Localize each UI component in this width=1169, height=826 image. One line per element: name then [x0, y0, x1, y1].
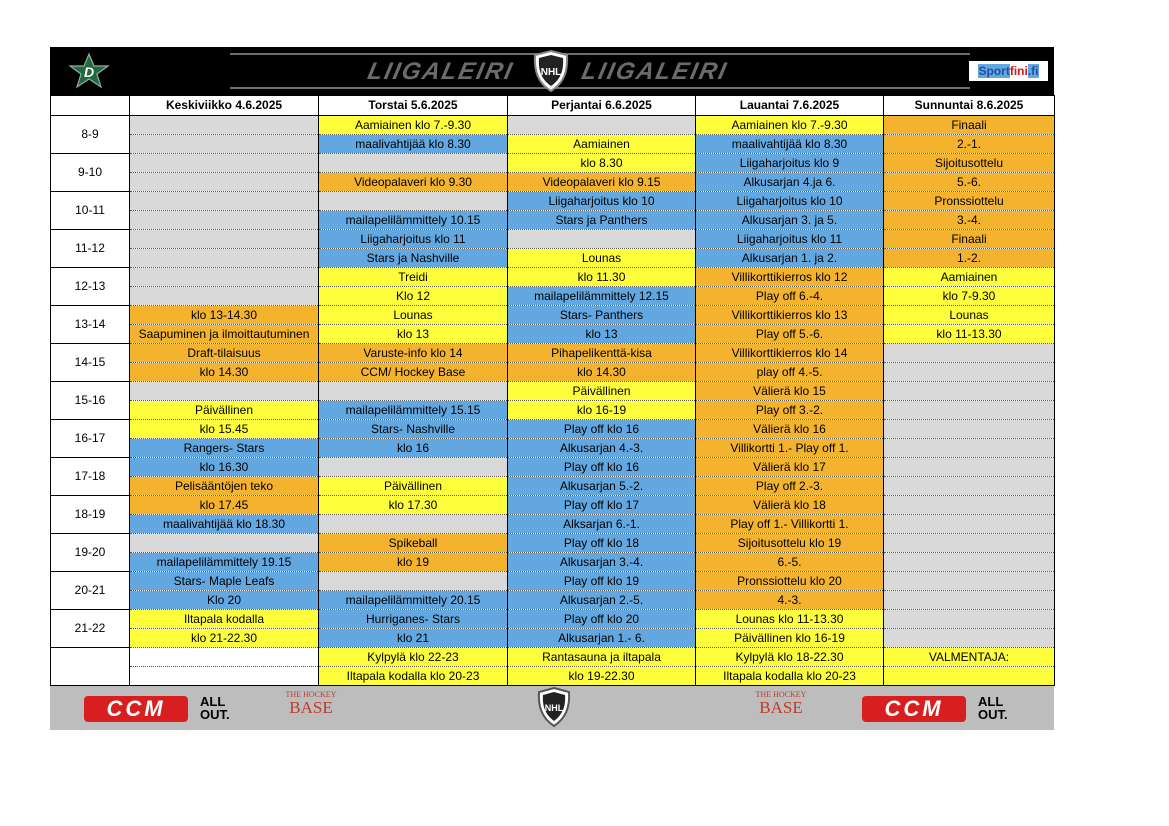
schedule-cell: [884, 458, 1055, 477]
schedule-cell: CCM/ Hockey Base: [319, 363, 508, 382]
schedule-cell: Liigaharjoitus klo 9: [696, 154, 884, 173]
hockey-base-left-main: BASE: [289, 698, 333, 717]
hockey-base-left-top: THE HOCKEY: [285, 690, 337, 699]
schedule-cell: Finaali: [884, 230, 1055, 249]
day-header-row: [51, 96, 1055, 116]
schedule-cell: Play off 3.-2.: [696, 401, 884, 420]
schedule-cell: Draft-tilaisuus: [130, 344, 319, 363]
table-row: [51, 420, 1055, 439]
schedule-cell: Treidi: [319, 268, 508, 287]
schedule-cell: mailapelilämmittely 20.15: [319, 591, 508, 610]
schedule-cell: Iltapala kodalla: [130, 610, 319, 629]
time-slot-cell: [51, 648, 130, 686]
schedule-cell: maalivahtijää klo 8.30: [319, 135, 508, 154]
schedule-cell: Hurriganes- Stars: [319, 610, 508, 629]
schedule-cell: Aamiainen klo 7.-9.30: [696, 116, 884, 135]
schedule-cell: [319, 382, 508, 401]
schedule-cell: klo 21: [319, 629, 508, 648]
schedule-cell: [508, 230, 696, 249]
schedule-cell: Alkusarjan 4.-3.: [508, 439, 696, 458]
schedule-cell: Play off 1.- Villikortti 1.: [696, 515, 884, 534]
schedule-cell: Spikeball: [319, 534, 508, 553]
table-row: [51, 534, 1055, 553]
table-row: [51, 268, 1055, 287]
banner-line-bottom: [230, 87, 970, 89]
schedule-cell: Päivällinen: [319, 477, 508, 496]
schedule-cell: [130, 648, 319, 667]
schedule-cell: Välierä klo 16: [696, 420, 884, 439]
schedule-cell: Alkusarjan 5.-2.: [508, 477, 696, 496]
ccm-logo-left: CCM: [84, 696, 188, 722]
schedule-cell: klo 13: [508, 325, 696, 344]
schedule-cell: 5.-6.: [884, 173, 1055, 192]
time-slot-cell: 10-11: [51, 192, 130, 230]
schedule-cell: Stars ja Nashville: [319, 249, 508, 268]
schedule-cell: Liigaharjoitus klo 10: [508, 192, 696, 211]
table-row: [51, 648, 1055, 667]
allout-left: [200, 695, 230, 721]
sportfini-red-text: fini: [1009, 64, 1028, 78]
banner-line-top: [230, 53, 970, 55]
schedule-cell: 4.-3.: [696, 591, 884, 610]
table-row: [51, 667, 1055, 686]
header-banner: [50, 47, 1054, 95]
schedule-cell: Alkusarjan 4.ja 6.: [696, 173, 884, 192]
schedule-cell: [319, 515, 508, 534]
schedule-cell: Play off 5.-6.: [696, 325, 884, 344]
schedule-cell: [508, 116, 696, 135]
schedule-cell: Play off klo 17: [508, 496, 696, 515]
schedule-cell: Alksarjan 6.-1.: [508, 515, 696, 534]
day-header-2: Perjantai 6.6.2025: [508, 96, 696, 116]
schedule-cell: 2.-1.: [884, 135, 1055, 154]
table-row: [51, 496, 1055, 515]
schedule-cell: Play off klo 19: [508, 572, 696, 591]
svg-text:NHL: NHL: [540, 67, 562, 78]
hockey-base-logo-right: [750, 690, 812, 717]
schedule-cell: [884, 667, 1055, 686]
schedule-cell: [884, 553, 1055, 572]
schedule-cell: Iltapala kodalla klo 20-23: [696, 667, 884, 686]
table-row: [51, 116, 1055, 135]
schedule-cell: Sijoitusottelu klo 19: [696, 534, 884, 553]
svg-text:NHL: NHL: [544, 703, 564, 713]
schedule-cell: klo 16: [319, 439, 508, 458]
schedule-cell: Lounas: [884, 306, 1055, 325]
schedule-cell: play off 4.-5.: [696, 363, 884, 382]
schedule-cell: [130, 116, 319, 135]
table-row: [51, 629, 1055, 648]
schedule-cell: [130, 173, 319, 192]
table-row: [51, 553, 1055, 572]
sportfini-suffix-text: .fi: [1027, 64, 1039, 78]
schedule-cell: Kylpylä klo 18-22.30: [696, 648, 884, 667]
schedule-cell: klo 17.30: [319, 496, 508, 515]
table-row: [51, 192, 1055, 211]
schedule-cell: Play off 2.-3.: [696, 477, 884, 496]
schedule-cell: Play off klo 16: [508, 420, 696, 439]
schedule-cell: 6.-5.: [696, 553, 884, 572]
schedule-cell: mailapelilämmittely 19.15: [130, 553, 319, 572]
time-slot-cell: 19-20: [51, 534, 130, 572]
table-row: [51, 211, 1055, 230]
schedule-cell: [884, 591, 1055, 610]
table-row: [51, 154, 1055, 173]
schedule-cell: [884, 629, 1055, 648]
table-row: [51, 249, 1055, 268]
schedule-cell: Stars- Nashville: [319, 420, 508, 439]
schedule-cell: Stars- Maple Leafs: [130, 572, 319, 591]
time-slot-cell: 8-9: [51, 116, 130, 154]
schedule-cell: mailapelilämmittely 10.15: [319, 211, 508, 230]
table-row: [51, 135, 1055, 154]
table-row: [51, 477, 1055, 496]
table-row: [51, 610, 1055, 629]
table-row: [51, 325, 1055, 344]
schedule-cell: Videopalaveri klo 9.15: [508, 173, 696, 192]
schedule-cell: Päivällinen: [508, 382, 696, 401]
svg-text:D: D: [83, 64, 95, 80]
schedule-cell: Play off klo 18: [508, 534, 696, 553]
schedule-cell: Pronssiottelu klo 20: [696, 572, 884, 591]
schedule-cell: [884, 420, 1055, 439]
time-slot-cell: 11-12: [51, 230, 130, 268]
schedule-cell: Villikorttikierros klo 14: [696, 344, 884, 363]
time-header-cell: [51, 96, 130, 116]
table-row: [51, 401, 1055, 420]
time-slot-cell: 21-22: [51, 610, 130, 648]
schedule-cell: [884, 439, 1055, 458]
schedule-cell: [130, 534, 319, 553]
schedule-cell: [130, 268, 319, 287]
schedule-cell: Villikorttikierros klo 13: [696, 306, 884, 325]
sportfini-blue-text: Sport: [978, 64, 1010, 78]
allout-right: [978, 695, 1008, 721]
time-slot-cell: 14-15: [51, 344, 130, 382]
schedule-cell: Alkusarjan 1. ja 2.: [696, 249, 884, 268]
ccm-logo-right: CCM: [862, 696, 966, 722]
nhl-shield-icon: [531, 49, 571, 93]
schedule-table: [50, 95, 1055, 686]
schedule-cell: klo 17.45: [130, 496, 319, 515]
schedule-cell: Klo 20: [130, 591, 319, 610]
schedule-cell: Stars- Panthers: [508, 306, 696, 325]
table-row: [51, 458, 1055, 477]
schedule-cell: [130, 211, 319, 230]
schedule-cell: [884, 610, 1055, 629]
schedule-cell: klo 19: [319, 553, 508, 572]
schedule-cell: [884, 496, 1055, 515]
schedule-cell: klo 16.30: [130, 458, 319, 477]
footer-sponsors: [50, 686, 1054, 730]
schedule-cell: klo 15.45: [130, 420, 319, 439]
schedule-cell: Play off klo 20: [508, 610, 696, 629]
schedule-cell: klo 19-22.30: [508, 667, 696, 686]
schedule-cell: [130, 135, 319, 154]
schedule-cell: Stars ja Panthers: [508, 211, 696, 230]
schedule-cell: maalivahtijää klo 8.30: [696, 135, 884, 154]
schedule-cell: [884, 344, 1055, 363]
schedule-cell: Aamiainen: [884, 268, 1055, 287]
time-slot-cell: 17-18: [51, 458, 130, 496]
schedule-cell: Kylpylä klo 22-23: [319, 648, 508, 667]
schedule-cell: mailapelilämmittely 12.15: [508, 287, 696, 306]
schedule-cell: Lounas klo 11-13.30: [696, 610, 884, 629]
schedule-cell: Klo 12: [319, 287, 508, 306]
schedule-cell: [130, 249, 319, 268]
time-slot-cell: 16-17: [51, 420, 130, 458]
day-header-4: Sunnuntai 8.6.2025: [884, 96, 1055, 116]
schedule-cell: klo 11.30: [508, 268, 696, 287]
schedule-cell: Liigaharjoitus klo 11: [696, 230, 884, 249]
schedule-cell: maalivahtijää klo 18.30: [130, 515, 319, 534]
schedule-cell: [130, 192, 319, 211]
dallas-stars-logo-icon: [64, 52, 114, 90]
hockey-base-right-top: THE HOCKEY: [755, 690, 807, 699]
schedule-cell: Pihapelikenttä-kisa: [508, 344, 696, 363]
time-slot-cell: 20-21: [51, 572, 130, 610]
schedule-cell: VALMENTAJA:: [884, 648, 1055, 667]
schedule-cell: [130, 230, 319, 249]
day-header-3: Lauantai 7.6.2025: [696, 96, 884, 116]
schedule-sheet: [50, 47, 1054, 730]
day-header-1: Torstai 5.6.2025: [319, 96, 508, 116]
schedule-cell: [319, 458, 508, 477]
schedule-cell: Alkusarjan 3. ja 5.: [696, 211, 884, 230]
liigaleiri-title-left: LIIGALEIRI: [365, 58, 517, 85]
schedule-cell: [130, 667, 319, 686]
schedule-cell: Lounas: [508, 249, 696, 268]
schedule-cell: klo 14.30: [130, 363, 319, 382]
table-row: [51, 287, 1055, 306]
liigaleiri-title-right: LIIGALEIRI: [579, 58, 731, 85]
time-slot-cell: 15-16: [51, 382, 130, 420]
schedule-cell: [884, 363, 1055, 382]
schedule-cell: [884, 382, 1055, 401]
schedule-cell: klo 11-13.30: [884, 325, 1055, 344]
schedule-cell: [884, 572, 1055, 591]
table-row: [51, 363, 1055, 382]
schedule-cell: [130, 287, 319, 306]
schedule-cell: Välierä klo 17: [696, 458, 884, 477]
hockey-base-logo-left: [280, 690, 342, 717]
schedule-cell: Liigaharjoitus klo 11: [319, 230, 508, 249]
schedule-cell: Saapuminen ja ilmoittautuminen: [130, 325, 319, 344]
schedule-cell: klo 8.30: [508, 154, 696, 173]
schedule-cell: [319, 192, 508, 211]
table-row: [51, 572, 1055, 591]
hockey-base-right-main: BASE: [759, 698, 803, 717]
schedule-cell: Liigaharjoitus klo 10: [696, 192, 884, 211]
sportfini-logo: [969, 61, 1048, 81]
schedule-cell: Villikorttikierros klo 12: [696, 268, 884, 287]
schedule-cell: Rantasauna ja iltapala: [508, 648, 696, 667]
table-row: [51, 306, 1055, 325]
table-row: [51, 344, 1055, 363]
schedule-cell: Päivällinen klo 16-19: [696, 629, 884, 648]
schedule-cell: Alkusarjan 2.-5.: [508, 591, 696, 610]
schedule-cell: [130, 382, 319, 401]
schedule-cell: [884, 534, 1055, 553]
table-row: [51, 591, 1055, 610]
schedule-cell: klo 21-22.30: [130, 629, 319, 648]
schedule-cell: [884, 401, 1055, 420]
schedule-cell: Iltapala kodalla klo 20-23: [319, 667, 508, 686]
schedule-cell: Aamiainen: [508, 135, 696, 154]
schedule-cell: Alkusarjan 3.-4.: [508, 553, 696, 572]
schedule-cell: Rangers- Stars: [130, 439, 319, 458]
time-slot-cell: 13-14: [51, 306, 130, 344]
schedule-cell: mailapelilämmittely 15.15: [319, 401, 508, 420]
schedule-cell: klo 13-14.30: [130, 306, 319, 325]
schedule-cell: Pelisääntöjen teko: [130, 477, 319, 496]
schedule-cell: [884, 515, 1055, 534]
day-header-0: Keskiviikko 4.6.2025: [130, 96, 319, 116]
time-slot-cell: 18-19: [51, 496, 130, 534]
time-slot-cell: 9-10: [51, 154, 130, 192]
schedule-cell: Villikortti 1.- Play off 1.: [696, 439, 884, 458]
schedule-cell: 3.-4.: [884, 211, 1055, 230]
schedule-cell: klo 14.30: [508, 363, 696, 382]
schedule-cell: [319, 572, 508, 591]
table-row: [51, 173, 1055, 192]
nhl-shield-footer-icon: [536, 686, 572, 728]
table-row: [51, 439, 1055, 458]
schedule-cell: Varuste-info klo 14: [319, 344, 508, 363]
schedule-cell: Play off 6.-4.: [696, 287, 884, 306]
schedule-cell: Play off klo 16: [508, 458, 696, 477]
schedule-cell: klo 7-9.30: [884, 287, 1055, 306]
schedule-cell: Välierä klo 15: [696, 382, 884, 401]
schedule-cell: Sijoitusottelu: [884, 154, 1055, 173]
schedule-cell: klo 16-19: [508, 401, 696, 420]
schedule-cell: Finaali: [884, 116, 1055, 135]
schedule-cell: [130, 154, 319, 173]
allout-left-line2: OUT.: [200, 707, 230, 722]
schedule-cell: Aamiainen klo 7.-9.30: [319, 116, 508, 135]
schedule-cell: [884, 477, 1055, 496]
table-row: [51, 515, 1055, 534]
allout-right-line1: ALL: [978, 694, 1004, 709]
schedule-cell: klo 13: [319, 325, 508, 344]
schedule-cell: [319, 154, 508, 173]
schedule-cell: Pronssiottelu: [884, 192, 1055, 211]
schedule-cell: 1.-2.: [884, 249, 1055, 268]
allout-left-line1: ALL: [200, 694, 226, 709]
schedule-cell: Päivällinen: [130, 401, 319, 420]
table-row: [51, 230, 1055, 249]
allout-right-line2: OUT.: [978, 707, 1008, 722]
table-row: [51, 382, 1055, 401]
schedule-cell: Videopalaveri klo 9.30: [319, 173, 508, 192]
schedule-cell: Lounas: [319, 306, 508, 325]
time-slot-cell: 12-13: [51, 268, 130, 306]
schedule-cell: Välierä klo 18: [696, 496, 884, 515]
schedule-cell: Alkusarjan 1.- 6.: [508, 629, 696, 648]
